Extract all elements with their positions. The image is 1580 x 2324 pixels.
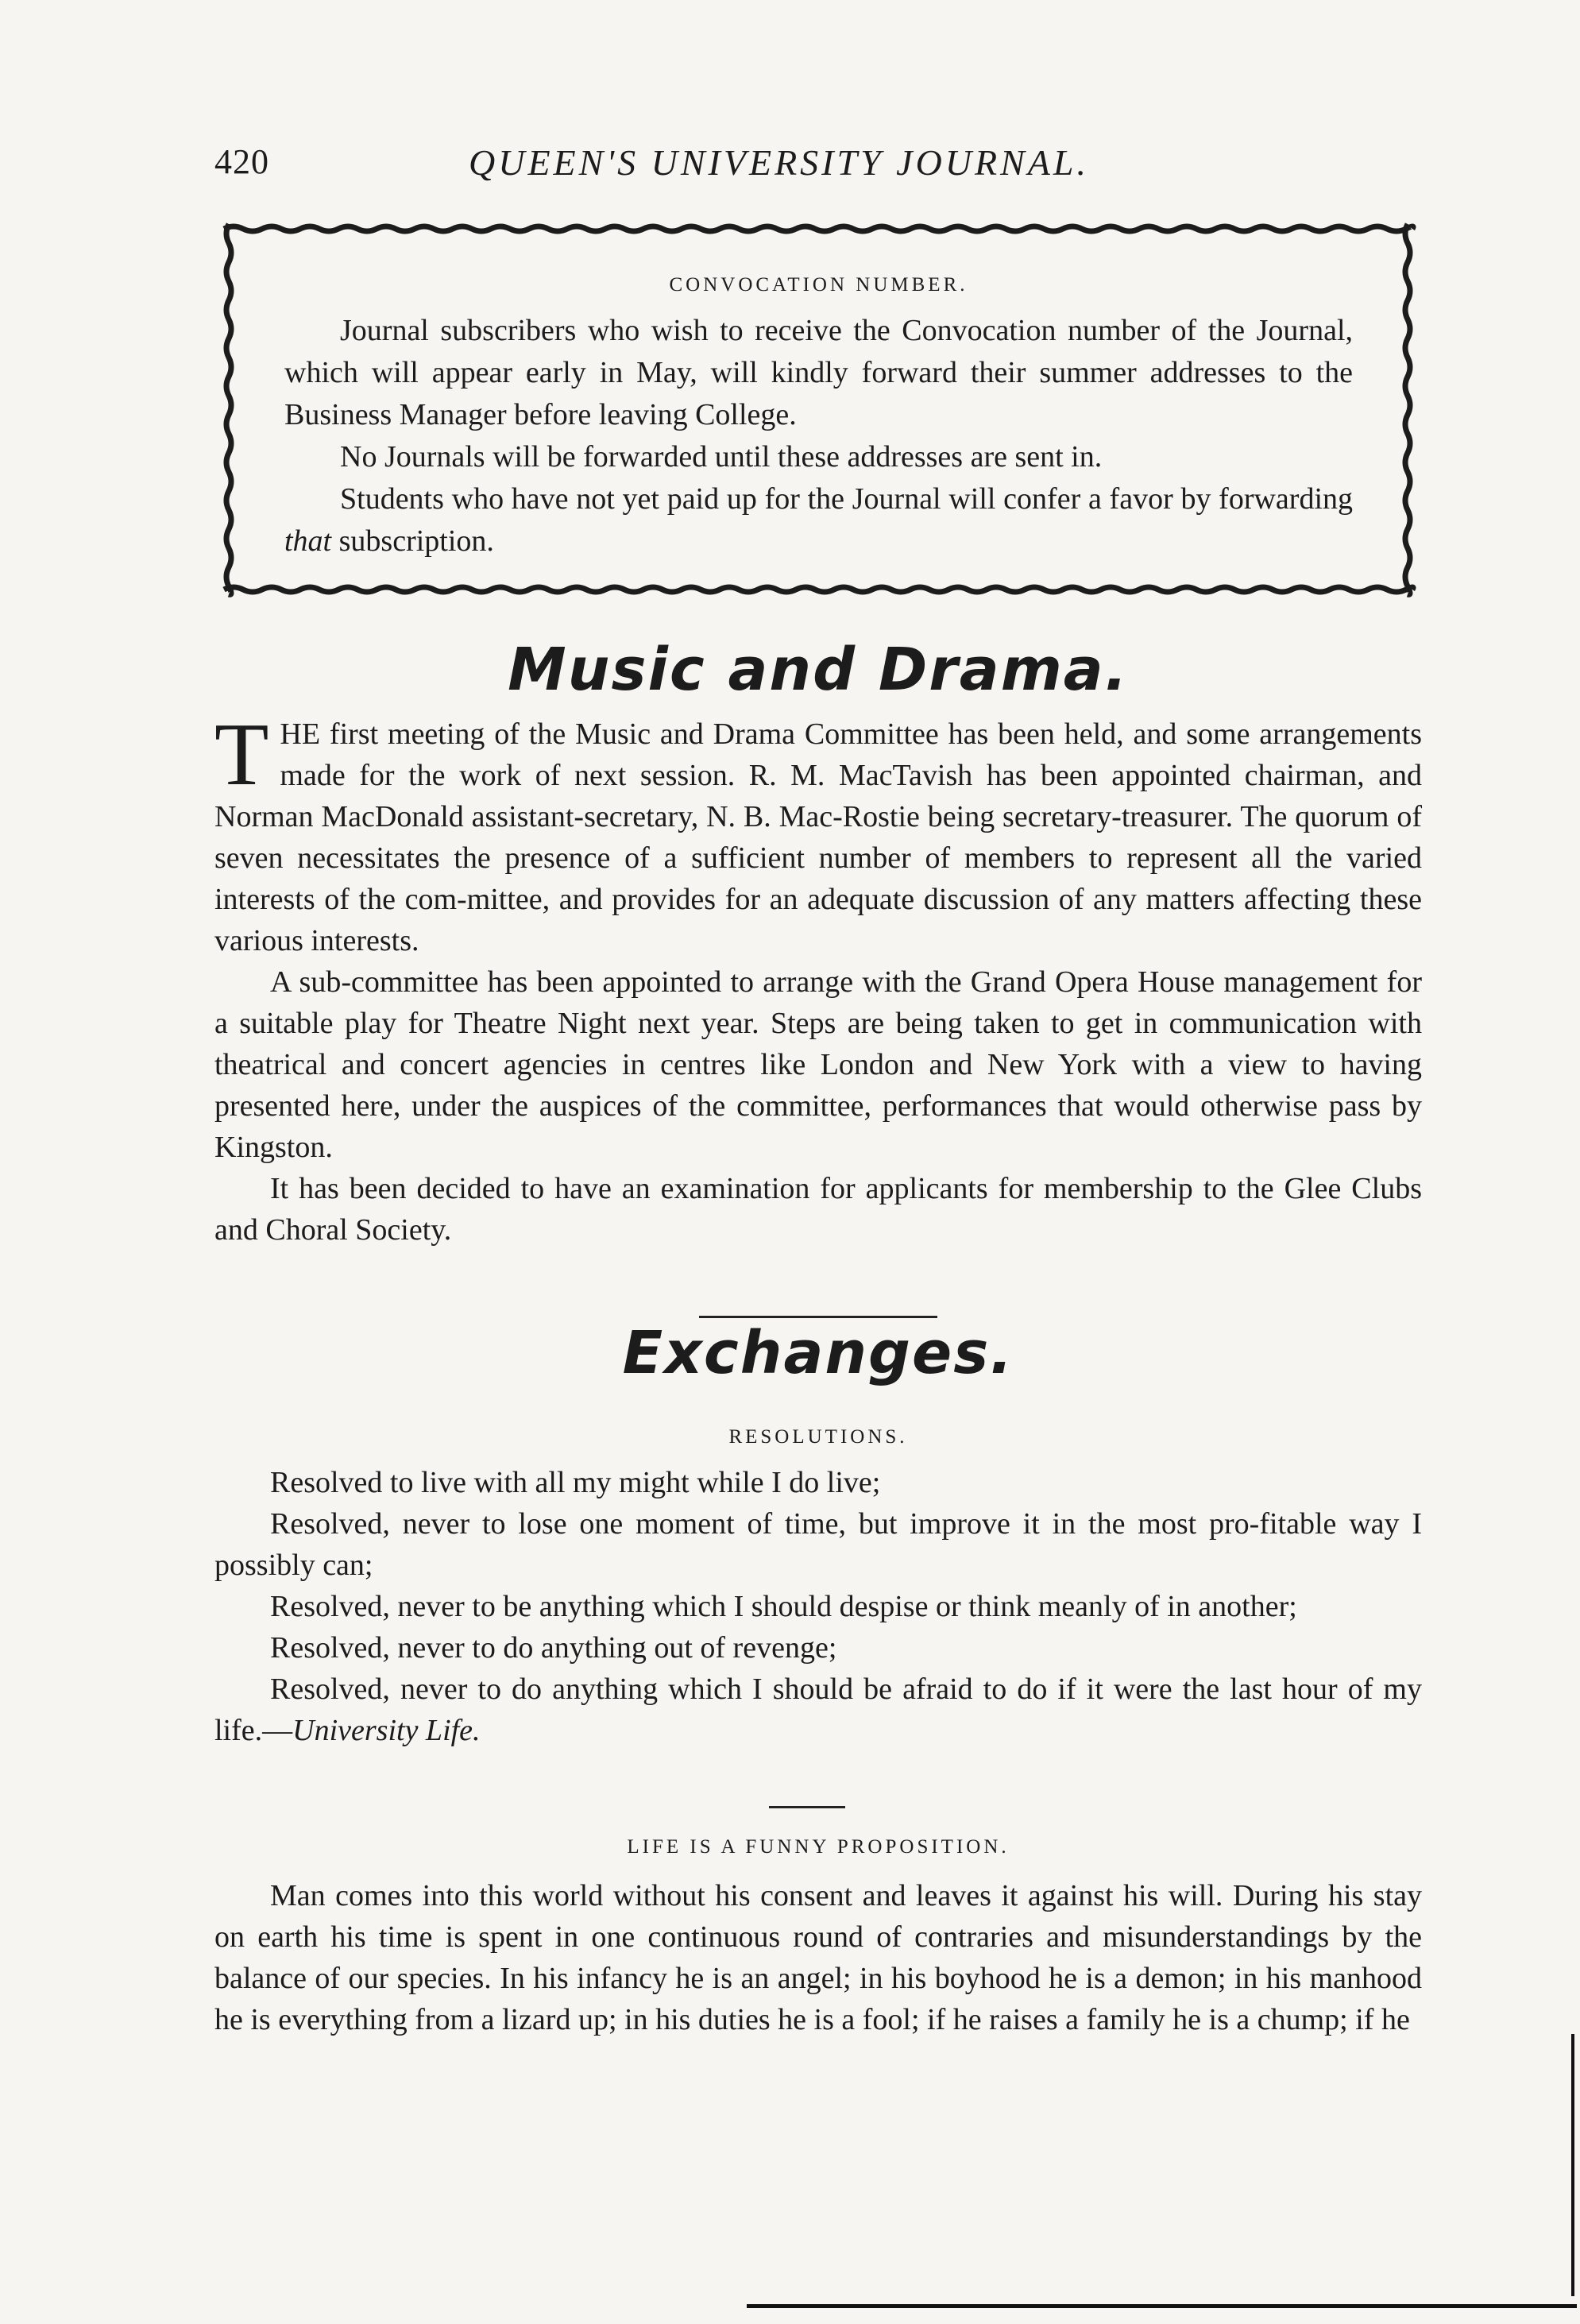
drop-cap: T bbox=[214, 706, 269, 804]
resolution-item: Resolved, never to lose one moment of time, but improve it in the most pro-fitable way I possibly can; bbox=[214, 1507, 1422, 1582]
paragraph-text: HE first meeting of the Music and Drama Committee has been held, and some arrangements made for the work of next session. R. M. MacTavish has been appointed chairman, and Norman MacDonald assistant-secretary, N. B. Mac-Rostie being secretary-treasurer. The quorum of seven necessitates the presence of a sufficient number of members to represent all the varied interests of the com-mittee, and provides for an adequate discussion of any matters affecting these various interests. bbox=[214, 717, 1422, 957]
wavy-border-edge bbox=[226, 224, 231, 594]
notice-text: subscription. bbox=[331, 524, 494, 558]
resolution-item bbox=[214, 1669, 1422, 1751]
short-divider bbox=[769, 1806, 845, 1808]
running-title: QUEEN'S UNIVERSITY JOURNAL. bbox=[469, 142, 1089, 183]
wavy-border-edge bbox=[224, 587, 1413, 592]
notice-heading: CONVOCATION NUMBER. bbox=[669, 274, 968, 296]
exchanges-heading: Exchanges. bbox=[622, 1319, 1014, 1387]
music-drama-article bbox=[214, 706, 1422, 1251]
scan-edge-mark bbox=[747, 2304, 1577, 2308]
section-divider bbox=[699, 1316, 937, 1318]
resolutions-list bbox=[214, 1462, 1422, 1751]
article-paragraph: A sub-committee has been appointed to arrange with the Grand Opera House management for a suitable play for Theatre Night next year. Steps are being taken to get in communication with theatrical and concert agencies in centres like London and New York with a view to having presented here, under the auspices of the committee, performances that would otherwise pass by Kingston. bbox=[214, 965, 1422, 1164]
article-paragraph bbox=[214, 706, 1422, 961]
notice-content bbox=[284, 264, 1353, 563]
notice-paragraph: No Journals will be forwarded until these addresses are sent in. bbox=[340, 440, 1103, 474]
resolutions-heading: RESOLUTIONS. bbox=[728, 1426, 908, 1448]
resolution-item: Resolved, never to do anything out of revenge; bbox=[270, 1631, 837, 1665]
resolution-item: Resolved to live with all my might while I do live; bbox=[270, 1466, 881, 1499]
article-paragraph: Man comes into this world without his consent and leaves it against his will. During his stay on earth his time is spent in one continuous round of contraries and misunderstandings by the balance of our species. In his infancy he is an angel; in his boyhood he is a demon; in his manhood he is everything from a lizard up; in his duties he is a fool; if he raises a family he is a chump; if he bbox=[214, 1879, 1422, 2036]
life-proposition-heading: LIFE IS A FUNNY PROPOSITION. bbox=[627, 1836, 1010, 1858]
notice-paragraph: Journal subscribers who wish to receive the Convocation number of the Journal, which will appear early in May, will kindly forward their summer addresses to the Business Manager before leaving College. bbox=[284, 314, 1353, 431]
notice-paragraph bbox=[284, 478, 1353, 563]
wavy-border-edge bbox=[224, 226, 1413, 231]
music-drama-heading: Music and Drama. bbox=[508, 636, 1129, 704]
life-proposition-article bbox=[214, 1875, 1422, 2040]
resolution-text: Resolved, never to do anything which I should be afraid to do if it were the last hour of my life.— bbox=[214, 1672, 1422, 1747]
page-number: 420 bbox=[214, 142, 269, 181]
source-citation: University Life. bbox=[292, 1714, 481, 1747]
scan-edge-mark bbox=[1571, 2034, 1574, 2296]
article-paragraph: It has been decided to have an examination for applicants for membership to the Glee Clubs and Choral Society. bbox=[214, 1172, 1422, 1247]
wavy-border-edge bbox=[1405, 224, 1410, 594]
resolution-item: Resolved, never to be anything which I should despise or think meanly of in another; bbox=[270, 1590, 1297, 1623]
notice-emphasis: that bbox=[284, 524, 332, 558]
notice-text: Students who have not yet paid up for the Journal will confer a favor by forwarding bbox=[340, 482, 1353, 516]
page-header bbox=[214, 141, 1438, 197]
convocation-notice-box bbox=[214, 215, 1422, 604]
